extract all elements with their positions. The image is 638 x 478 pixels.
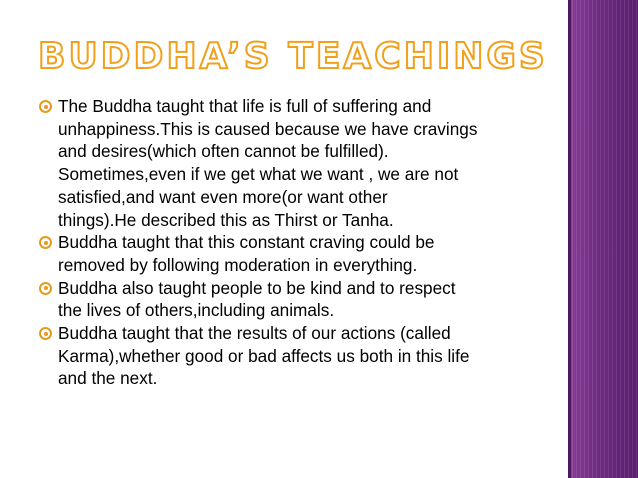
slide-title: BUDDHA’S TEACHINGS [38,36,548,77]
bullet-item [40,322,540,390]
bullet-text: Buddha also taught people to be kind and to respect the lives of others,including animals. [58,277,456,321]
bullet-text: The Buddha taught that life is full of suffering and unhappiness.This is caused because we have cravings and desires(which often cannot be fulfilled). Sometimes,even if we get what we want , we are not satisfied,and want even more(or want other things).He described this as Thirst or Tanha. [58,96,478,230]
bullet-text: Buddha taught that the results of our actions (called Karma),whether good or bad affects us both in this life and the next. [58,323,470,389]
circle-dot-bullet-icon [39,100,52,113]
bullet-item [40,95,540,231]
bullet-item [40,231,540,276]
bullet-text: Buddha taught that this constant craving could be removed by following moderation in everything. [58,232,435,275]
circle-dot-bullet-icon [39,282,52,295]
circle-dot-bullet-icon [39,327,52,340]
circle-dot-bullet-icon [39,236,52,249]
bullet-item [40,277,540,322]
decorative-side-band [568,0,638,478]
bullet-list [40,95,540,390]
